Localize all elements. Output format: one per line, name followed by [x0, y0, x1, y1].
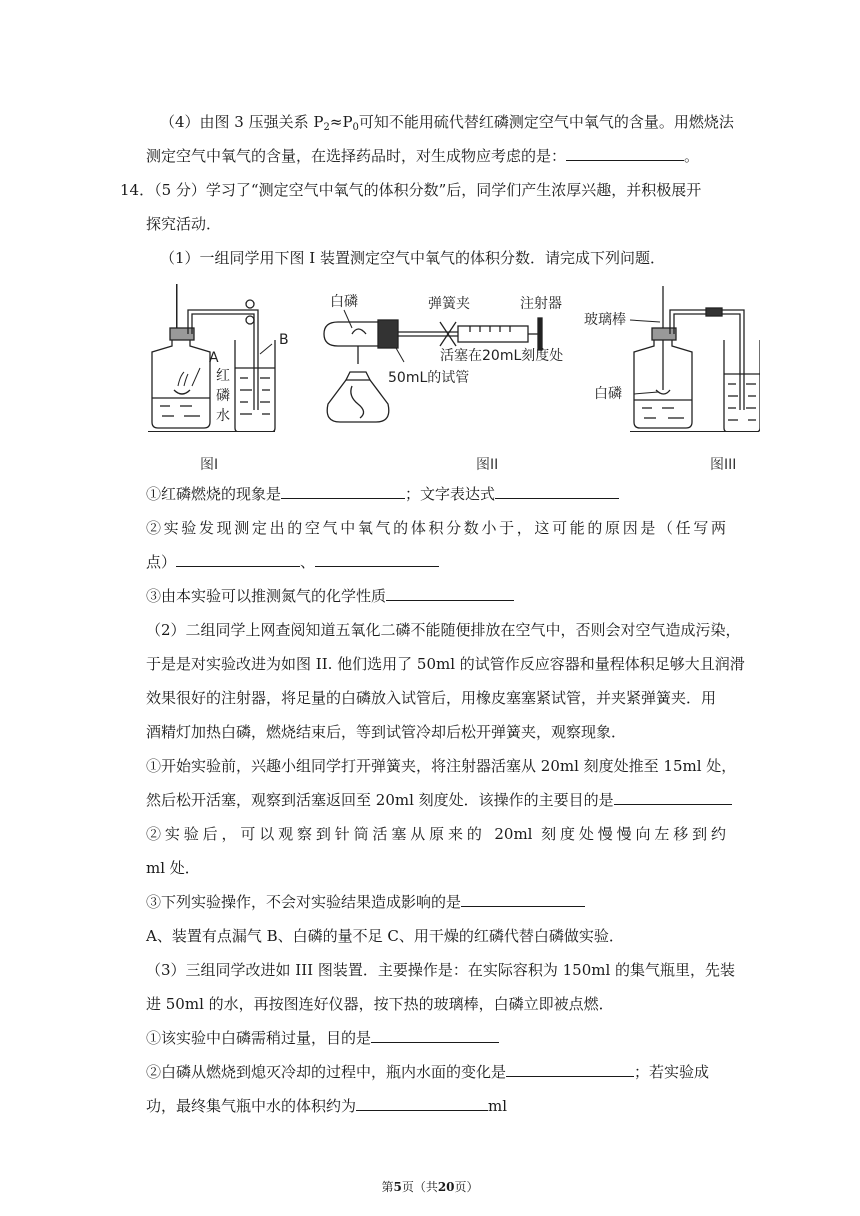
text: 功，最终集气瓶中水的体积约为	[146, 1097, 357, 1115]
text: ①该实验中白磷需稍过量，目的是	[146, 1029, 372, 1047]
text: 效果很好的注射器，将足量的白磷放入试管后，用橡皮塞塞紧试管，并夹紧弹簧夹．用	[146, 689, 717, 707]
q13-part4-line2	[0, 146, 860, 166]
syringe-plunger	[538, 318, 542, 350]
q14-p2-line3	[0, 688, 860, 708]
label-white-phosphorus: 白磷	[594, 386, 622, 402]
q14-p2-line1	[0, 620, 860, 640]
text: （1）一组同学用下图 I 装置测定空气中氧气的体积分数．请完成下列问题．	[160, 249, 666, 267]
text: （3）三组同学改进如 III 图装置．主要操作是：在实际容积为 150ml 的集气瓶里，先装	[146, 961, 736, 979]
gas-bottle	[152, 334, 210, 428]
label-glass-rod: 玻璃棒	[584, 312, 626, 328]
label-a: A	[209, 350, 219, 366]
q14-p1-q2b	[0, 552, 860, 572]
q14-part1-intro	[0, 248, 860, 268]
leader-line	[396, 348, 404, 362]
q14-p2-line4	[0, 722, 860, 742]
footer-text: 页）	[454, 1180, 479, 1194]
q14-p2-line2	[0, 654, 860, 674]
answer-blank[interactable]	[315, 552, 439, 567]
text: （4）由图 3 压强关系 P	[160, 113, 324, 131]
page-total: 20	[437, 1180, 455, 1194]
text: （2）二组同学上网查阅知道五氧化二磷不能随便排放在空气中，否则会对空气造成污染，	[146, 621, 741, 639]
phosphorus-spoon	[656, 390, 670, 394]
alcohol-lamp	[327, 380, 389, 422]
label-spring-clip: 弹簧夹	[428, 296, 470, 312]
figure-3-caption: 图III	[710, 457, 737, 473]
combustion-spoon	[174, 390, 190, 394]
q14-header-line2	[0, 214, 860, 234]
page-number: 5	[393, 1180, 402, 1194]
text: 点）	[146, 553, 177, 571]
text: 、	[300, 553, 316, 571]
beaker	[724, 340, 760, 432]
leader-line	[260, 344, 272, 354]
figure-2-caption: 图II	[476, 457, 499, 473]
text: 然后松开活塞，观察到活塞返回至 20ml 刻度处．该操作的主要目的是	[146, 791, 614, 809]
rubber-joint	[706, 308, 722, 316]
text: 测定空气中氧气的含量，在选择药品时，对生成物应考虑的是：	[146, 147, 567, 165]
figure-2-apparatus	[324, 310, 542, 422]
label-red: 红	[216, 368, 230, 384]
text: 于是是对实验改进为如图 II. 他们选用了 50ml 的试管作反应容器和量程体积足够大且润滑	[146, 655, 745, 673]
label-syringe: 注射器	[520, 296, 562, 312]
answer-blank[interactable]	[495, 484, 619, 499]
beaker	[235, 340, 275, 432]
label-test-tube: 50mL的试管	[388, 370, 470, 386]
stopper	[170, 328, 194, 340]
subscript: 2	[323, 122, 330, 133]
text: ml	[488, 1097, 508, 1115]
q14-p2-options	[0, 926, 860, 946]
label-piston: 活塞在20mL刻度处	[440, 348, 564, 364]
q14-header-line1	[0, 180, 860, 200]
apparatus-figures	[140, 282, 760, 472]
q14-p2-q1a	[0, 756, 860, 776]
label-white-phosphorus: 白磷	[330, 294, 358, 310]
answer-blank[interactable]	[461, 892, 585, 907]
text: ③下列实验操作，不会对实验结果造成影响的是	[146, 893, 462, 911]
text: 14．（5 分）学习了“测定空气中氧气的体积分数”后，同学们产生浓厚兴趣，并积极展开	[120, 181, 702, 199]
clamp-icon	[246, 300, 254, 308]
text: 探究活动．	[146, 215, 222, 233]
text: ml 处．	[146, 859, 200, 877]
text: 可知不能用硫代替红磷测定空气中氧气的含量。用燃烧法	[358, 113, 734, 131]
answer-blank[interactable]	[281, 484, 405, 499]
lamp-neck	[346, 372, 370, 380]
text: ；文字表达式	[405, 485, 496, 503]
stopper	[652, 328, 676, 340]
footer-text: 页（共	[401, 1180, 438, 1194]
leader-line	[192, 368, 200, 386]
q14-p3-line2	[0, 994, 860, 1014]
q14-p2-q3	[0, 892, 860, 912]
text: ②实验后，可以观察到针筒活塞从原来的 20ml 刻度处慢慢向左移到约	[146, 825, 726, 843]
leader-line	[344, 310, 352, 328]
connecting-tube	[670, 310, 744, 410]
q14-p2-q1b	[0, 790, 860, 810]
answer-blank[interactable]	[506, 1062, 634, 1077]
answer-blank[interactable]	[566, 146, 684, 161]
q13-part4-line1	[0, 112, 860, 138]
text: 。	[684, 147, 700, 165]
text: ②实验发现测定出的空气中氧气的体积分数小于，这可能的原因是（任写两	[146, 519, 726, 537]
answer-blank[interactable]	[371, 1028, 499, 1043]
rubber-stopper	[378, 320, 398, 348]
page-footer	[0, 1178, 860, 1195]
footer-text: 第	[381, 1180, 394, 1194]
answer-blank[interactable]	[386, 586, 514, 601]
text: ≈P	[329, 113, 353, 131]
answer-blank[interactable]	[614, 790, 732, 805]
answer-blank[interactable]	[356, 1096, 488, 1111]
q14-p1-q1	[0, 484, 860, 504]
leader-line	[630, 320, 660, 322]
q14-p2-q2b	[0, 858, 860, 878]
text: ①开始实验前，兴趣小组同学打开弹簧夹，将注射器活塞从 20ml 刻度处推至 15ml 处，	[146, 757, 737, 775]
text: 酒精灯加热白磷，燃烧结束后，等到试管冷却后松开弹簧夹，观察现象．	[146, 723, 627, 741]
label-phosphorus: 磷	[216, 388, 230, 404]
spring-clip-icon	[440, 322, 456, 346]
text: 进 50ml 的水，再按图连好仪器，按下热的玻璃棒，白磷立即被点燃．	[146, 995, 614, 1013]
subscript: 0	[352, 122, 359, 133]
answer-blank[interactable]	[176, 552, 300, 567]
white-phosphorus	[352, 329, 366, 334]
figure-1-caption: 图I	[200, 457, 219, 473]
q14-p3-q2a	[0, 1062, 860, 1082]
clamp-icon	[246, 316, 254, 324]
label-b: B	[279, 332, 289, 348]
flame-lines	[178, 372, 188, 386]
text: ②白磷从燃烧到熄灭冷却的过程中，瓶内水面的变化是	[146, 1063, 507, 1081]
figure-3-apparatus	[630, 286, 760, 432]
apparatus-drawings	[140, 282, 760, 432]
q14-p1-q3	[0, 586, 860, 606]
wick	[351, 386, 364, 418]
q14-p3-q2b	[0, 1096, 860, 1116]
text: A、装置有点漏气 B、白磷的量不足 C、用干燥的红磷代替白磷做实验．	[146, 927, 624, 945]
q14-p2-q2a	[0, 824, 860, 844]
text: ①红磷燃烧的现象是	[146, 485, 282, 503]
q14-p3-line1	[0, 960, 860, 980]
text: ③由本实验可以推测氮气的化学性质	[146, 587, 387, 605]
leader-line	[634, 392, 658, 394]
q14-p1-q2a	[0, 518, 860, 538]
syringe-barrel	[458, 326, 528, 342]
label-water: 水	[216, 408, 230, 424]
q14-p3-q1	[0, 1028, 860, 1048]
text: ；若实验成	[634, 1063, 710, 1081]
